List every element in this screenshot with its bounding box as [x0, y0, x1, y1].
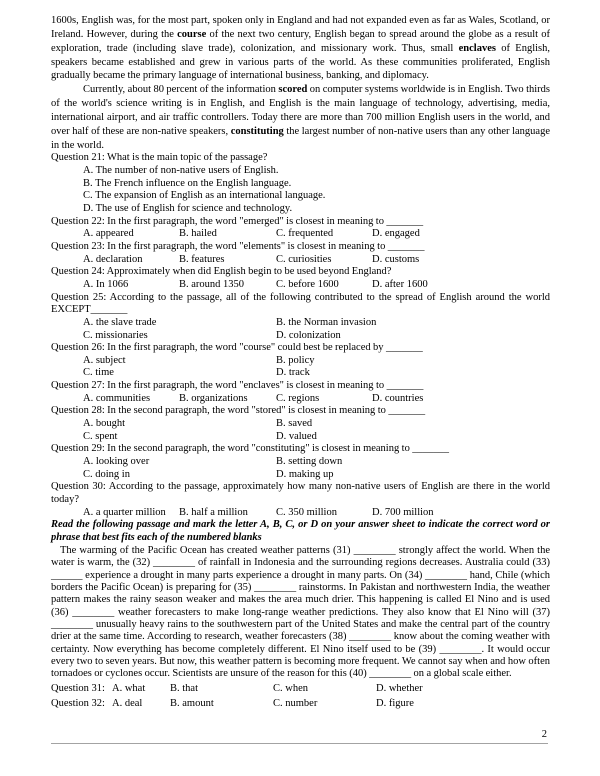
text-segment: 1600s, English was, for the most part, spoken only in England and had not expanded even as far as Wales, Scotland, or Ireland. However, during the	[51, 15, 550, 40]
question-21-options	[51, 165, 550, 178]
question-26	[51, 342, 550, 355]
answer-option: A. communities	[83, 392, 151, 404]
question-22	[51, 216, 550, 229]
answer-option: D. after 1600	[372, 278, 428, 290]
text-segment: Question 25: According to the passage, all of the following contributed to the spread of English around the world EXCEPT_______	[51, 291, 550, 316]
answer-option: C. regions	[276, 392, 320, 404]
answer-option: D. The use of English for science and technology.	[83, 203, 293, 215]
question-label: Question 32:	[51, 698, 105, 710]
text-segment: Question 26: In the first paragraph, the word "course" could best be replaced by _______	[51, 342, 423, 354]
answer-option: B. hailed	[179, 228, 217, 240]
question-29	[51, 443, 550, 456]
question-21-options	[51, 178, 550, 191]
question-27	[51, 380, 550, 393]
answer-option: A. a quarter million	[83, 506, 166, 518]
answer-option: B. policy	[276, 354, 315, 366]
document-content	[51, 14, 550, 711]
answer-option: C. number	[273, 698, 318, 710]
question-29-options	[51, 469, 550, 482]
question-23	[51, 241, 550, 254]
question-24-options	[51, 279, 550, 292]
answer-option: C. frequented	[276, 228, 334, 240]
answer-option: B. half a million	[179, 506, 248, 518]
answer-option: D. 700 million	[372, 506, 434, 518]
question-25-options	[51, 330, 550, 343]
answer-option: B. that	[170, 683, 198, 695]
text-segment: The warming of the Pacific Ocean has created weather patterns (31) ________ strongly affect the world. When the water is warm, the (32) ________ of rainfall in Indonesia and the surrounding regions decreases. Australia could (33) ______ experience a drought in many parts experience a drought in many parts. On (34) ________ hand, Chile (which borders the Pacific Ocean) is preparing for (35) ________ rainstorms. In Pakistan and northwestern India, the weather pattern makes the rainy season weaker and makes the area much drier. This happening is called El Nino and is used (36) ________ weather forecasters to make long-range weather predictions. They also know that El Nino will (37) ________ unusually heavy rains to the southwestern part of the United States and make the central part of the country drier at the same time. According to research, weather forecasters (38) ________ know about the coming weather with certainty. Now everything has become completely different. El Nino itself used to be (39) ________. It would occur every two to seven years. But now, this weather pattern is becoming more frequent. We cannot say when and how often tornadoes or cyclones occur. Scientists are unsure of the reason for this (40) ________ on a global scale either.	[51, 545, 550, 680]
answer-option: A. subject	[83, 354, 126, 366]
answer-option: A. the slave trade	[83, 316, 157, 328]
answer-option: C. curiosities	[276, 253, 332, 265]
question-30	[51, 481, 550, 506]
answer-option: D. countries	[372, 392, 424, 404]
question-28-options	[51, 418, 550, 431]
text-segment: Question 29: In the second paragraph, the word "constituting" is closest in meaning to _______	[51, 443, 449, 455]
text-segment: the largest number of non-native users than any other language in the world.	[51, 125, 550, 151]
question-21-options	[51, 203, 550, 216]
answer-option: A. declaration	[83, 253, 143, 265]
answer-option: C. missionaries	[83, 329, 148, 341]
passage2-paragraph	[51, 545, 550, 681]
answer-option: B. setting down	[276, 455, 343, 467]
answer-option: C. 350 million	[276, 506, 337, 518]
answer-option: A. In 1066	[83, 278, 129, 290]
bold-word: course	[177, 28, 207, 40]
text-segment: Question 23: In the first paragraph, the word "elements" is closest in meaning to _______	[51, 240, 425, 252]
answer-option: B. around 1350	[179, 278, 245, 290]
text-segment: of English, speakers became established and grew in various parts of the world. As these communities proliferated, English gradually became the primary language of international business, banking, and diplomacy.	[51, 42, 550, 82]
text-segment: Question 21: What is the main topic of the passage?	[51, 152, 268, 164]
answer-option: B. The French influence on the English language.	[83, 177, 292, 189]
text-segment: Question 24: Approximately when did English begin to be used beyond England?	[51, 266, 392, 278]
question-30-options	[51, 507, 550, 520]
answer-option: D. figure	[376, 698, 414, 710]
question-23-options	[51, 254, 550, 267]
answer-option: D. valued	[276, 430, 317, 442]
question-28-options	[51, 431, 550, 444]
question-28	[51, 405, 550, 418]
question-26-options	[51, 355, 550, 368]
answer-option: D. whether	[376, 683, 423, 695]
text-segment: Read the following passage and mark the letter A, B, C, or D on your answer sheet to indicate the correct word or phrase that best fits each of the numbered blanks	[51, 519, 550, 544]
answer-option: C. The expansion of English as an international language.	[83, 190, 326, 202]
answer-option: A. The number of non-native users of English.	[83, 165, 279, 177]
question-21	[51, 152, 550, 165]
answer-option: D. making up	[276, 468, 334, 480]
answer-option: B. organizations	[179, 392, 248, 404]
answer-option: A. bought	[83, 418, 125, 430]
question-label: Question 31:	[51, 683, 105, 695]
passage1-paragraph2	[51, 83, 550, 152]
answer-option: C. doing in	[83, 468, 130, 480]
answer-option: A. deal	[112, 698, 143, 710]
answer-option: D. track	[276, 367, 310, 379]
answer-option: C. spent	[83, 430, 118, 442]
answer-option: D. customs	[372, 253, 420, 265]
question-25	[51, 292, 550, 317]
text-segment: of the next two century, English began to spread around the globe as a result of exploration, trade (including slave trade), colonization, and missionary work. Thus, small	[51, 28, 550, 54]
question-32	[51, 698, 550, 711]
text-segment: Question 28: In the second paragraph, the word "stored" is closest in meaning to _______	[51, 405, 426, 417]
text-segment: Question 27: In the first paragraph, the word "enclaves" is closest in meaning to _______	[51, 380, 424, 392]
question-25-options	[51, 317, 550, 330]
answer-option: C. when	[273, 683, 308, 695]
answer-option: B. saved	[276, 418, 313, 430]
bold-word: enclaves	[458, 42, 496, 54]
footer-divider-line	[51, 743, 548, 744]
answer-option: A. what	[112, 683, 146, 695]
answer-option: A. looking over	[83, 455, 150, 467]
answer-option: C. time	[83, 367, 114, 379]
answer-option: B. amount	[170, 698, 214, 710]
question-31	[51, 683, 550, 696]
passage1-paragraph1	[51, 14, 550, 83]
section-instruction	[51, 519, 550, 545]
question-21-options	[51, 190, 550, 203]
question-27-options	[51, 393, 550, 406]
question-22-options	[51, 228, 550, 241]
answer-option: B. the Norman invasion	[276, 316, 377, 328]
bold-word: scored	[278, 84, 308, 96]
text-segment: on computer systems worldwide is in English. Two thirds of the world's science writing is in English, and English is the main language of technology, advertising, media, international airport, and air traffic controllers. Today there are more than 700 million English users in the world, and over half of these are non-native speakers,	[51, 84, 550, 137]
answer-option: B. features	[179, 253, 225, 265]
text-segment: Currently, about 80 percent of the information	[83, 84, 279, 96]
answer-option: D. engaged	[372, 228, 420, 240]
text-segment: Question 30: According to the passage, approximately how many non-native users of English are there in the world today?	[51, 481, 550, 505]
answer-option: A. appeared	[83, 228, 134, 240]
question-29-options	[51, 456, 550, 469]
bold-word: constituting	[230, 125, 284, 137]
answer-option: D. colonization	[276, 329, 341, 341]
page-number: 2	[541, 729, 547, 740]
text-segment: Question 22: In the first paragraph, the word "emerged" is closest in meaning to _______	[51, 215, 424, 227]
question-26-options	[51, 367, 550, 380]
question-24	[51, 266, 550, 279]
answer-option: C. before 1600	[276, 278, 339, 290]
